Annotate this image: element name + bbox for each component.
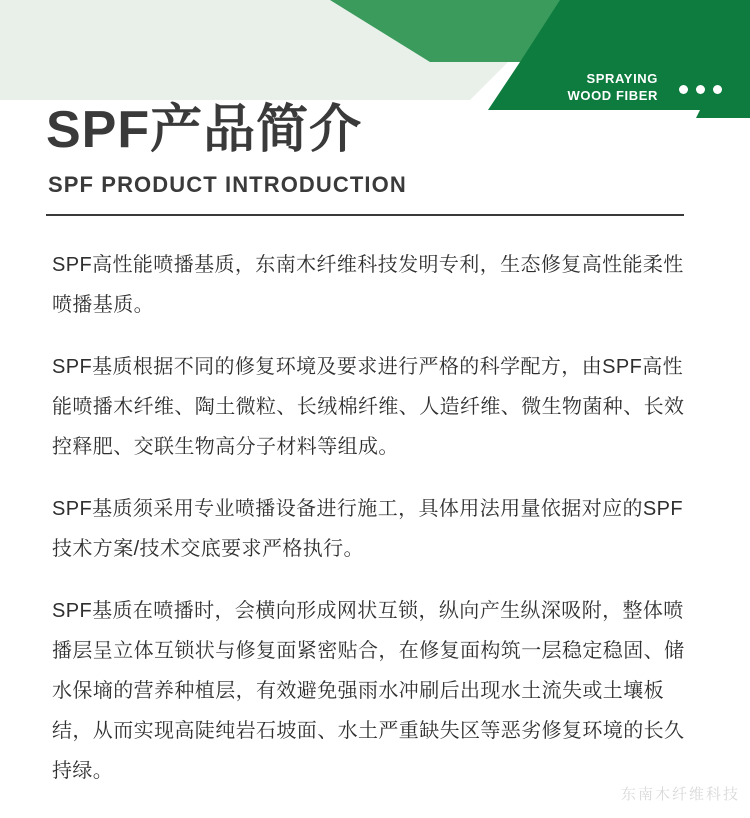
watermark: 东南木纤维科技 — [620, 786, 740, 803]
paragraph: SPF基质在喷播时，会横向形成网状互锁，纵向产生纵深吸附，整体喷播层呈立体互锁状与修复面紧密贴合，在修复面构筑一层稳定稳固、储水保墒的营养种植层，有效避免强雨水冲刷后出现水土流失或土壤板结，从而实现高陡纯岩石坡面、水土严重缺失区等恶劣修复环境的长久持绿。 — [52, 600, 685, 782]
dot-icon — [696, 85, 705, 94]
paragraph: SPF高性能喷播基质，东南木纤维科技发明专利，生态修复高性能柔性喷播基质。 — [52, 254, 684, 316]
header-badge-line1: SPRAYING — [586, 71, 658, 86]
page-subtitle: SPF PRODUCT INTRODUCTION — [48, 172, 407, 197]
title-divider — [46, 214, 684, 216]
page-title: SPF产品简介 — [46, 101, 363, 159]
header-shape-dark — [520, 0, 750, 62]
page-title-block — [46, 98, 706, 198]
header-dots — [679, 85, 722, 94]
body-copy — [52, 245, 702, 791]
dot-icon — [713, 85, 722, 94]
paragraph: SPF基质须采用专业喷播设备进行施工，具体用法用量依据对应的SPF技术方案/技术交底要求严格执行。 — [52, 498, 683, 560]
dot-icon — [679, 85, 688, 94]
header-badge-line2: WOOD FIBER — [567, 88, 658, 103]
paragraph: SPF基质根据不同的修复环境及要求进行严格的科学配方，由SPF高性能喷播木纤维、陶土微粒、长绒棉纤维、人造纤维、微生物菌种、长效控释肥、交联生物高分子材料等组成。 — [52, 356, 685, 458]
